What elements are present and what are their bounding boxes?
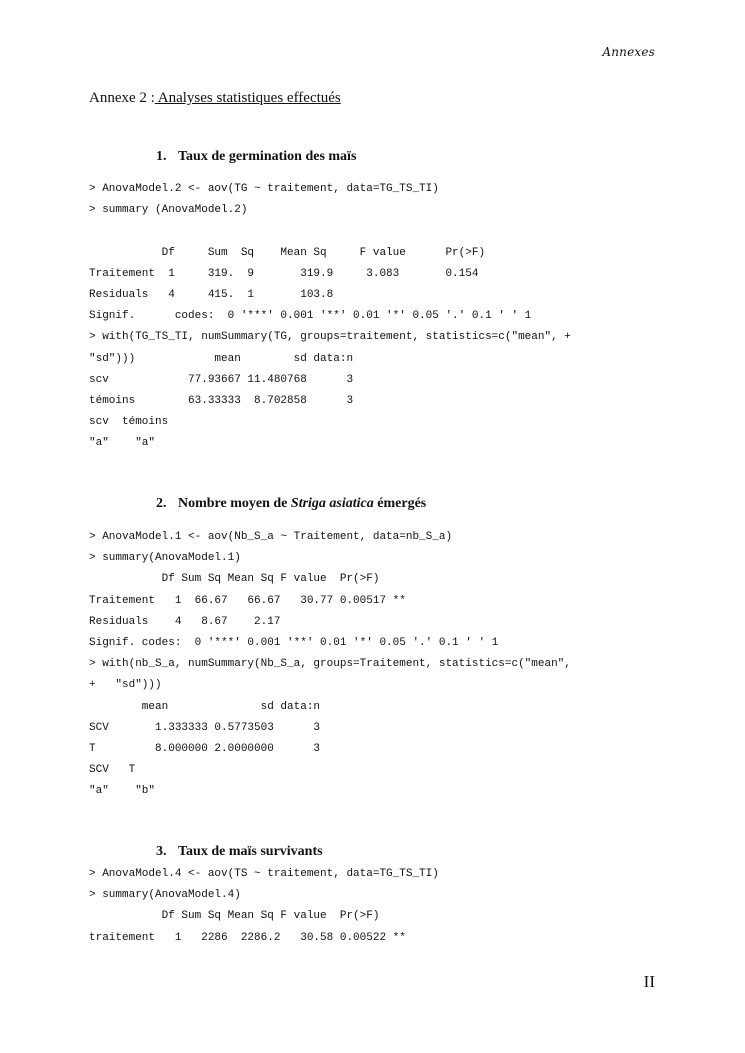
code-line: traitement 1 2286 2286.2 30.58 0.00522 ** [89,931,406,944]
annexe-title-underlined: Analyses statistiques effectués [154,90,341,106]
code-line: > AnovaModel.1 <- aov(Nb_S_a ~ Traitement, data=nb_S_a) [89,531,453,543]
code-line: "sd"))) mean sd data:n [89,352,354,365]
annexe-title-prefix: Annexe 2 : [89,90,155,106]
section-1-number: 1. [156,149,167,164]
code-line: > summary(AnovaModel.1) [89,552,241,565]
code-line: > AnovaModel.2 <- aov(TG ~ traitement, data=TG_TS_TI) [89,183,439,195]
section-3-number: 3. [156,844,167,859]
code-line: + "sd"))) [89,679,162,692]
section-2-number: 2. [156,496,167,511]
section-3-heading [156,844,323,860]
code-line: "a" "a" [89,437,156,450]
code-line: Df Sum Sq Mean Sq F value Pr(>F) [89,573,380,586]
code-line: Traitement 1 319. 9 319.9 3.083 0.154 [89,267,479,280]
section-3-title: Taux de maïs survivants [178,844,323,859]
code-line: "a" "b" [89,785,156,798]
page-number: II [643,972,655,991]
code-line: Signif. codes: 0 '***' 0.001 '**' 0.01 '*' 0.05 '.' 0.1 ' ' 1 [89,310,532,323]
code-line: SCV 1.333333 0.5773503 3 [89,721,321,734]
section-1-code [89,179,571,455]
running-header: Annexes [602,45,655,59]
code-line: scv témoins [89,416,169,429]
code-line: Residuals 4 415. 1 103.8 [89,289,334,302]
code-line: T 8.000000 2.0000000 3 [89,743,321,756]
code-line: > summary (AnovaModel.2) [89,204,248,217]
code-line: > with(TG_TS_TI, numSummary(TG, groups=traitement, statistics=c("mean", + [89,331,571,344]
section-1-heading [156,149,356,165]
code-line: témoins 63.33333 8.702858 3 [89,395,354,408]
code-line: Signif. codes: 0 '***' 0.001 '**' 0.01 '*' 0.05 '.' 0.1 ' ' 1 [89,637,499,650]
section-1-title: Taux de germination des maïs [178,149,357,164]
code-line: > AnovaModel.4 <- aov(TS ~ traitement, data=TG_TS_TI) [89,868,439,880]
code-line: mean sd data:n [89,700,321,713]
code-line: Df Sum Sq Mean Sq F value Pr(>F) [89,910,380,923]
section-3-code [89,864,439,949]
code-line: Traitement 1 66.67 66.67 30.77 0.00517 ** [89,594,406,607]
code-line: > summary(AnovaModel.4) [89,889,241,902]
section-2-title-before: Nombre moyen de [178,496,291,511]
section-2-code [89,527,571,803]
code-line: SCV T [89,764,136,777]
code-line: scv 77.93667 11.480768 3 [89,373,354,386]
code-line: Df Sum Sq Mean Sq F value Pr(>F) [89,246,486,259]
section-2-title-after: émergés [373,496,427,511]
annexe-title [89,90,341,107]
section-2-title-italic: Striga asiatica [290,496,374,511]
section-2-heading [156,496,426,512]
code-line: Residuals 4 8.67 2.17 [89,615,281,628]
code-line: > with(nb_S_a, numSummary(Nb_S_a, groups=Traitement, statistics=c("mean", [89,658,571,671]
